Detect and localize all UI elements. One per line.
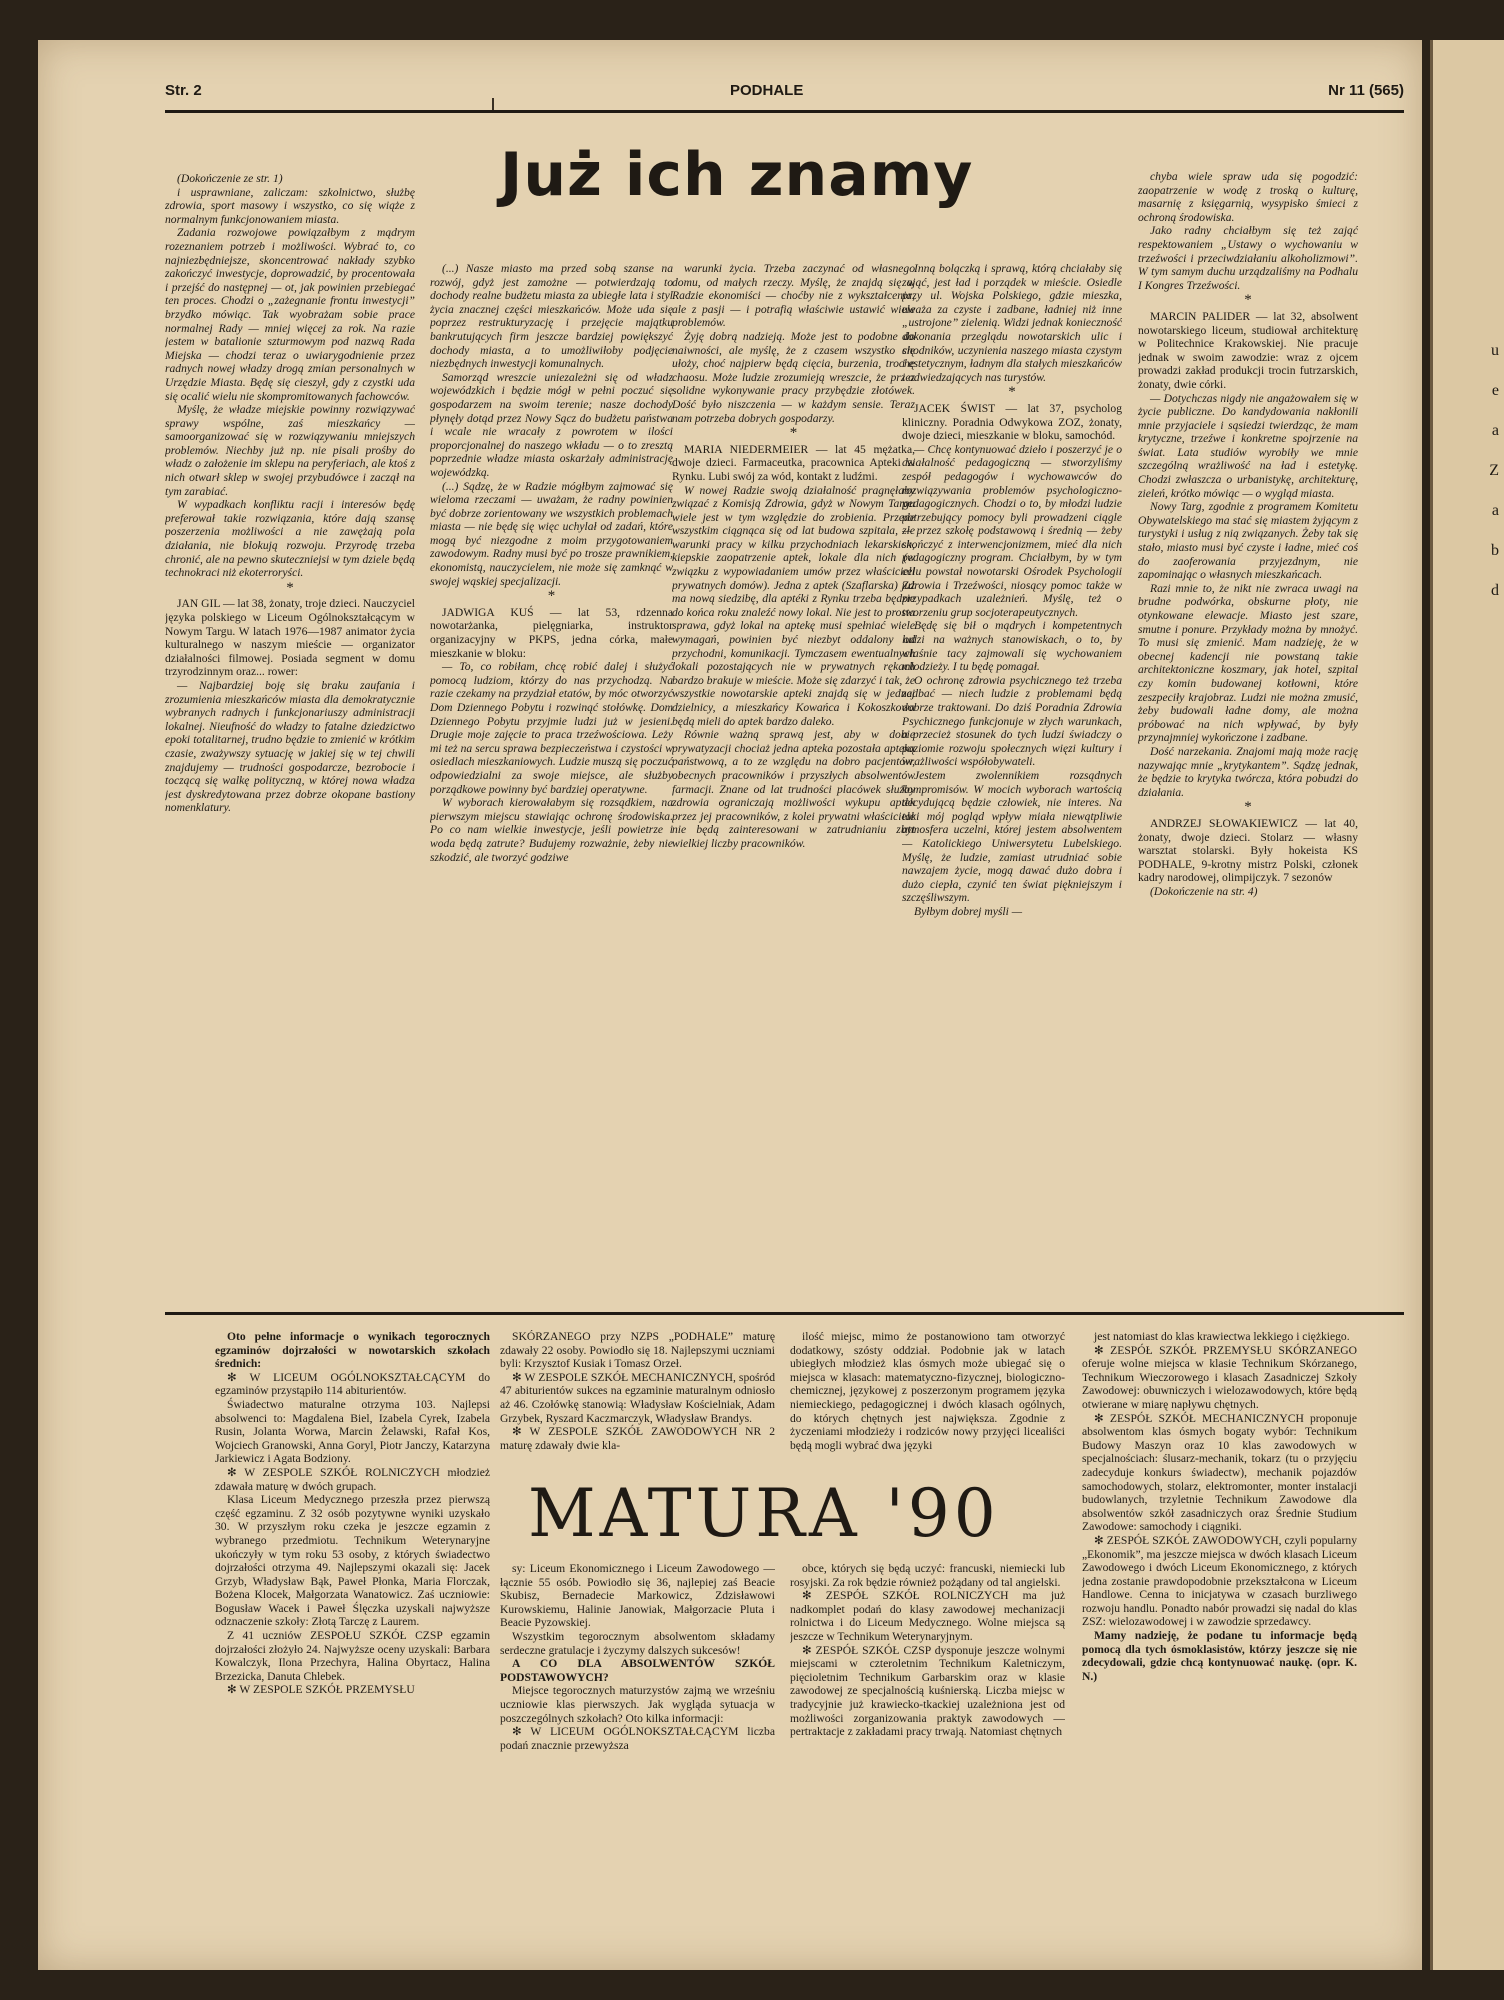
paragraph: W nowej Radzie swoją działalność pragnęłaby związać z Komisją Zdrowia, gdyż w Nowym Targu wiele jest w tym względzie do zrobienia. Przede wszystkim ciągnąca się od lat budowa szpitala, złe warunki pracy w kilku przychodniach lekarskich, kiepskie zaopatrzenie aptek, lokale dla nich (w związku z wypowiadaniem umów przez właścicieli prywatnych domów). Jedna z aptek (Szaflarska) już ma nową siedzibę, dla aptéki z Rynku trzeba będzie do końca roku znaleźć nowy lokal. Nie jest to prosta sprawa, gdyż lokal na aptekę musi spełniać wiele wymagań, powinien być niezbyt oddalony od przychodni, komunikacji. Tymczasem ewentualnych lokali pozostających nie w prywatnych rękach bardzo brakuje w mieście. Może się zdarzyć i tak, że wszystkie nowotarskie apteki znajdą się w jednej dzielnicy, a mieszkańcy Kowańca i Kokoszkowa będą mieli do aptek bardzo daleko. [672,483,915,728]
paragraph: JACEK ŚWIST — lat 37, psycholog kliniczny. Poradnia Odwykowa ZOZ, żonaty, dwoje dzieci, mieszkanie w bloku, samochód. [902,401,1122,443]
paragraph: warunki życia. Trzeba zaczynać od własnego domu, od małych rzeczy. Myślę, że znajdą się w Radzie ekonomiści — choćby nie z wykształcenia, ale z pasji — i potrafią właściwie ustawić wiele problemów. [672,262,915,330]
paragraph: ✻ W LICEUM OGÓLNOKSZTAŁCĄCYM do egzaminów przystąpiło 114 abiturientów. [215,1370,490,1398]
paragraph: Równie ważną sprawą jest, aby w dobie prywatyzacji chociaż jedna apteka pozostała apteką państwową, a to ze względu na dobro pacjentów, obecnych pracowników i przyszłych absolwentów farmacji. Znane od lat trudności placówek służby zdrowia ograniczają możliwości wykupu aptek przez jej pracowników, z kolei prywatni właściciele nie będą zainteresowani w zatrudnianiu zbyt wielkiej liczby pracowników. [672,728,915,850]
next-page-fragment: b [1491,542,1499,559]
paragraph: — Dotychczas nigdy nie angażowałem się w życie publiczne. Do kandydowania nakłonili mnie przyjaciele i sąsiedzi twierdząc, że mam krytyczne, trzeźwe i konkretne spojrzenie na świat. Lata studiów wyrobiły we mnie szczególną wrażliwość na ład i estetykę. Chodzi zwłaszcza o urbanistykę, architekturę, zieleń, krótko mówiąc — o wygląd miasta. [1138,391,1358,500]
paragraph: Nowy Targ, zgodnie z programem Komitetu Obywatelskiego ma stać się miastem żyjącym z turystyki i usług z nią związanych. Żeby tak się stało, miasto musi być czyste i ładne, mieć coś do zaoferowania przyjezdnym, nie zapominając o własnych mieszkańcach. [1138,500,1358,582]
matura-column-4 [1082,1330,1357,1950]
next-page-fragment: d [1491,582,1499,599]
matura-column-1 [215,1330,490,1950]
paragraph: ✻ ZESPÓŁ SZKÓŁ PRZEMYSŁU SKÓRZANEGO oferuje wolne miejsca w klasie Technikum Skórzanego, Technikum Wieczorowego i klasach Zasadniczej Szkoły Zawodowej: obuwniczych i wielozawodowych, które będą otwierane w miarę napływu chętnych. [1082,1343,1357,1411]
paragraph: Inną bolączką i sprawą, którą chciałaby się zająć, jest ład i porządek w mieście. Osiedle przy ul. Wojska Polskiego, gdzie mieszka, uważa za czyste i zadbane, ładniej niż inne „ustrojone” zielenią. Widzi jednak konieczność dokonania przeglądu nowotarskich ulic i chodników, uczynienia naszego miasta czystym i estetycznym, ładnym dla stałych mieszkańców i odwiedzających nas turystów. [902,262,1122,384]
matura-headline: MATURA '90 [528,1475,1000,1552]
paragraph: JAN GIL — lat 38, żonaty, troje dzieci. Nauczyciel języka polskiego w Liceum Ogólnokształcącym w Nowym Targu. W latach 1976—1987 animator życia kulturalnego w naszym mieście — organizator działalności filmowej. Posiada segment w domu trzyrodzinnym oraz... rower: [165,597,415,679]
next-page-fragment: u [1491,342,1499,359]
paragraph: — Chcę kontynuować dzieło i poszerzyć je o działalność pedagogiczną — stworzyliśmy zespół pedagogów i wychowawców do rozwiązywania problemów psychologiczno-pedagogicznych. Chodzi o to, by młodzi ludzie potrzebujący pomocy byli prowadzeni ciągle — przez szkołę podstawową i średnią — żeby skończyć z interwencjonizmem, mieć dla nich pedagogiczny program. Chciałbym, by w tym celu powstał nowotarski Ośrodek Psychologii Zdrowia i Trzeźwości, niosący pomoc także w przypadkach uzależnień. Myślę, też o tworzeniu grup socjoterapeutycznych. [902,442,1122,619]
matura-column-2-top [500,1330,775,1470]
paragraph: W wyborach kierowałabym się rozsądkiem, na pierwszym miejscu stawiając ochronę środowiska. Po co nam wielkie inwestycje, jeśli powietrze i woda będą zatrute? Budujemy rozważnie, żeby nie szkodzić, ale tworzyć godziwe [430,796,673,864]
paragraph: Razi mnie to, że nikt nie zwraca uwagi na brudne podwórka, obskurne płoty, nie otynkowane elewacje. Miasto jest szare, smutne i ponure. Przykłady można by mnożyć. To musi się zmienić. Mam nadzieję, że w obecnej kadencji nie powstaną takie architektoniczne koszmary, jak hotel, szpital czy komin budowanej kotłowni, które zeszpeciły krajobraz. Ludzi nie można zmusić, żeby budowali ładne domy, ale można próbować na nich wpływać, by były przynajmniej wykończone i zadbane. [1138,581,1358,745]
paragraph: i usprawniane, zaliczam: szkolnictwo, służbę zdrowia, sport masowy i wszystko, co się wiąże z normalnym funkcjonowaniem miasta. [165,185,415,226]
article-column-5 [1138,170,1358,1290]
matura-column-3-bottom [790,1562,1065,1952]
paragraph: ✻ ZESPÓŁ SZKÓŁ ZAWODOWYCH, czyli popularny „Ekonomik”, ma jeszcze miejsca w dwóch klasach Liceum Zawodowego i dwóch Liceum Ekonomicznego, z których jedna zostanie prawdopodobnie przekształcona w Liceum Handlowe. Cenna to inicjatywa w czasach burzliwego rozwoju handlu. Ponadto nabór prowadzi się nadal do klas ZSZ: wielozawodowej i w zawodzie sprzedawcy. [1082,1533,1357,1629]
next-page-fragment: Z [1489,462,1499,479]
paragraph: jest natomiast do klas krawiectwa lekkiego i ciężkiego. [1094,1330,1350,1343]
paragraph: ✻ ZESPÓŁ SZKÓŁ MECHANICZNYCH proponuje absolwentom klas ósmych bogaty wybór: Technikum Budowy Maszyn oraz 10 klas zawodowych w specjalnościach: ślusarz-mechanik, tokarz (tu o przyjęciu zadecyduje konkurs świadectw), mechanik pojazdów samochodowych, stolarz, elektromonter, monter instalacji budowlanych, trzyletnie Technikum Zawodowe dla absolwentów szkół zasadniczych oraz Średnie Studium Zawodowe: samochody i ciągniki. [1082,1411,1357,1534]
newspaper-title: PODHALE [730,82,804,99]
paragraph: obce, których się będą uczyć: francuski, niemiecki lub rosyjski. Za rok będzie również pożądany od tal angielski. [790,1562,1065,1589]
paragraph: Klasa Liceum Medycznego przeszła przez pierwszą część egzaminu. Z 32 osób pozytywne wyniki uzyskało 30. W przyszłym roku czeka je jeszcze egzamin z wybranego przedmiotu. Technikum Weterynaryjne ukończyły w tym roku 53 osoby, z których świadectwo dojrzałości otrzyma 49. Najlepszymi okazali się: Jacek Grzyb, Władysław Bąk, Paweł Płonka, Maria Florczak, Bożena Klocek, Małgorzata Wanatowicz. Zaś uczniowie: Bogusław Wacek i Paweł Ślęczka uzyskali najwyższe odznaczenie szkoły: Złotą Tarczę z Laurem. [215,1493,490,1629]
paragraph: Świadectwo maturalne otrzyma 103. Najlepsi absolwenci to: Magdalena Biel, Izabela Cyrek, Izabela Rusin, Jolanta Worwa, Marcin Żelawski, Rafał Kos, Wojciech Granowski, Anna Goryl, Piotr Janczy, Katarzyna Jarkiewicz i Agata Bodziony. [215,1397,490,1466]
separator-asterisk: * [547,588,556,605]
paragraph: ✻ ZESPÓŁ SZKÓŁ ROLNICZYCH ma już nadkomplet podań do klasy zawodowej mechanizacji rolnictwa i do Liceum Medycznego. Wolne miejsca są jeszcze w Technikum Weterynaryjnym. [790,1589,1065,1643]
article-headline: Już ich znamy [500,140,974,210]
adjacent-page-edge [1430,40,1504,1970]
section-rule [165,1312,1404,1315]
paragraph: SKÓRZANEGO przy NZPS „PODHALE” maturę zdawały 22 osoby. Powiodło się 18. Najlepszymi uczniami byli: Krzysztof Kusiak i Tomasz Orzeł. [500,1330,775,1371]
paragraph: (Dokończenie ze str. 1) [177,172,283,185]
paragraph: Jako radny chciałbym się też zająć respektowaniem „Ustawy o wychowaniu w trzeźwości i przeciwdziałaniu alkoholizmowi”. W tym samym duchu urządzaliśmy na Podhalu I Kongres Trzeźwości. [1138,224,1358,292]
paragraph: ✻ W ZESPOLE SZKÓŁ ZAWODOWYCH NR 2 maturę zdawały dwie kla- [500,1425,775,1452]
paragraph: ✻ ZESPÓŁ SZKÓŁ CZSP dysponuje jeszcze wolnymi miejscami w czteroletnim Technikum Kaletniczym, pięcioletnim Technikum Garbarskim oraz w klasie zawodowej ze specjalnością kuśnierską. Liczba miejsc w tradycyjnie już krawiecko-tkackiej uzależniona jest od możliwości zorganizowania praktyk zawodowych — pertraktacje z zakładami pracy trwają. Natomiast chętnych [790,1643,1065,1739]
article-column-2 [430,262,673,1292]
paragraph: ✻ W ZESPOLE SZKÓŁ PRZEMYSŁU [227,1683,415,1697]
separator-asterisk: * [1244,799,1252,816]
paragraph: Oto pełne informacje o wynikach tegorocznych egzaminów dojrzałości w nowotarskich szkołach średnich: [215,1330,490,1371]
paragraph: Dość narzekania. Znajomi mają może rację nazywając mnie „krytykantem”. Sądzę jednak, że będzie to krytyka twórcza, która pobudzi do działania. [1138,744,1358,799]
paragraph: Mamy nadzieję, że podane tu informacje będą pomocą dla tych ósmoklasistów, którzy jeszcze się nie zdecydowali, gdzie chcą kontynuować naukę. (opr. K. N.) [1082,1629,1357,1683]
header-rule [165,110,1404,113]
separator-asterisk: * [1008,384,1016,401]
paragraph: MARCIN PALIDER — lat 32, absolwent nowotarskiego liceum, studiował architekturę w Politechnice Krakowskiej. Nie pracuje jednak w swoim zawodzie: wraz z ojcem prowadzi zakład produkcji trocin futrzarskich, żonaty, dwie córki. [1138,309,1358,391]
article-column-4 [902,262,1122,1292]
paragraph: (Dokończenie na str. 4) [1150,884,1258,898]
separator-asterisk: * [286,579,294,596]
paragraph: ilość miejsc, mimo że postanowiono tam otworzyć dodatkowy, szósty oddział. Podobnie jak w latach ubiegłych młodzież klas ósmych może ubiegać się o miejsca w klasach: matematyczno-fizycznej, biologiczno-chemicznej, językowej z poszerzonym programem języka niemieckiego, pedagogicznej i dwóch klasach ogólnych, do których chętnych jest największa. Zgodnie z życzeniami młodzieży i rodziców nowy przyjęci licealiści będą mogli wybrać dwa języki [790,1330,1065,1452]
paragraph: JADWIGA KUŚ — lat 53, rdzenna nowotarżanka, pielęgniarka, instruktor organizacyjny w PKPS, jedna córka, małe mieszkanie w bloku: [430,605,673,660]
article-column-1 [165,172,415,1292]
paragraph: O ochronę zdrowia psychicznego też trzeba zadbać — niech ludzie z problemami będą dobrze traktowani. Do dziś Poradnia Zdrowia Psychicznego funkcjonuje w złych warunkach, a przecież stosunek do tych ludzi świadczy o poziomie rozwoju społecznych więzi kultury i wrażliwości współobywateli. [902,673,1122,769]
paragraph: (...) Nasze miasto ma przed sobą szanse na rozwój, gdyż jest zamożne — potwierdzają to dochody realne budżetu miasta za ubiegłe lata i styl życia znacznej części mieszkańców. Może uda się poprzez restrukturyzację i przejęcie majątku bankrutujących firm jeszcze bardziej powiększyć dochody miasta, a to umożliwiłoby podjęcie niezbędnych inwestycji komunalnych. [430,262,673,371]
next-page-fragment: a [1491,502,1499,519]
issue-number: Nr 11 (565) [1328,82,1404,99]
paragraph: Byłbym dobrej myśli — [914,904,1023,918]
paragraph: chyba wiele spraw uda się pogodzić: zaopatrzenie w wodę z troską o kulturę, masarnię z księgarnią, wysypisko śmieci z ochroną środowiska. [1138,170,1358,224]
paragraph: — To, co robiłam, chcę robić dalej i służyć pomocą ludziom, którzy do nas przychodzą. Na razie czekamy na przydział etatów, by móc otworzyć Dom Dziennego Pobytu i rozwinąć stołówkę. Dom Dziennego Pobytu przyjmie ludzi już w jesieni. Drugie moje zajęcie to praca trzeźwościowa. Leży mi też na sercu sprawa bezpieczeństwa i czystości w osiedlach mieszkaniowych. Ludzie muszą się poczuć odpowiedzialni za swoje miejsce, ale służby porządkowe powinny być bardziej operatywne. [430,660,673,796]
paragraph: sy: Liceum Ekonomicznego i Liceum Zawodowego — łącznie 55 osób. Powiodło się 36, najlepiej zaś Beacie Skubisz, Bernadecie Markowicz, Zdzisławowi Kurowskiemu, Halinie Janowiak, Małgorzacie Pluta i Beacie Pyzowskiej. [500,1562,775,1630]
paragraph: ✻ W ZESPOLE SZKÓŁ MECHANICZNYCH, spośród 47 abiturientów sukces na egzaminie maturalnym odniosło aż 46. Czołówkę stanowią: Władysław Kościelniak, Adam Grzybek, Ryszard Kaczmarczyk, Władysław Brandys. [500,1370,775,1425]
paragraph: Wszystkim tegorocznym absolwentom składamy serdeczne gratulacje i życzymy dalszych sukcesów! [500,1629,775,1657]
matura-column-2-bottom [500,1562,775,1952]
paragraph: Żyję dobrą nadzieją. Może jest to podobne do naiwności, ale myślę, że z czasem wszystko się ułoży, choć najpierw będą cięcia, burzenia, trochę chaosu. Może ludzie zrozumieją wreszcie, że przez solidne wykonywanie pracy przybędzie złotówek. Dość było niszczenia — w każdym sensie. Teraz nam potrzeba dobrych gospodarzy. [672,329,915,425]
page-number: Str. 2 [165,82,202,99]
article-column-3 [672,262,915,1292]
paragraph: Miejsce tegorocznych maturzystów zajmą we wrześniu uczniowie klas pierwszych. Jak wygląda sytuacja w poszczególnych szkołach? Oto kilka informacji: [500,1684,775,1725]
separator-asterisk: * [789,425,798,442]
page-header [165,82,1404,112]
paragraph: ANDRZEJ SŁOWAKIEWICZ — lat 40, żonaty, dwoje dzieci. Stolarz — własny warsztat stolarski. Były hokeista KS PODHALE, 9-krotny mistrz Polski, członek kadry narodowej, olimpijczyk. 7 sezonów [1138,816,1358,885]
paragraph: — Najbardziej boję się braku zaufania i zrozumienia mieszkańców miasta dla demokratycznie wybranych radnych i funkcjonariuszy administracji lokalnej. Nieufność do władzy to fatalne dziedzictwo epoki totalitarnej, trudno będzie to zmienić w krótkim czasie, zważywszy sytuację w jakiej się w tej chwili znajdujemy — trudności gospodarcze, bezrobocie i toczącą się walkę polityczną, w której nowa władza jest dyskredytowana przez dobrze okopane bastiony nomenklatury. [165,678,415,815]
paragraph: Będę się bił o mądrych i kompetentnych ludzi na ważnych stanowiskach, o to, by właśnie tacy zajmowali się wychowaniem młodzieży. I tu będę pomagał. [902,619,1122,674]
matura-column-3-top [790,1330,1065,1470]
paragraph: A CO DLA ABSOLWENTÓW SZKÓŁ PODSTAWOWYCH? [500,1657,775,1684]
paragraph: Zadania rozwojowe powiązałbym z mądrym rozeznaniem potrzeb i możliwości. Wybrać to, co najniezbędniejsze, skoncentrować nakłady szybko zakończyć inwestycje, doprowadzić, by procentowała i przejść do następnej — ot, jak powinien przebiegać ten proces. Chodzi o „zażegnanie frontu inwestycji” brzydko mówiąc. Tak wyobrażam sobie prace normalnej Rady — mniej więcej za rok. Na razie jestem w batalionie szturmowym pod nazwą Rada Miejska — chodzi teraz o uwiarygodnienie przez radnych nowej władzy drogą zmian personalnych w Urzędzie Miasta. Będę się cieszył, gdy z czystki uda się ocalić wielu nie skompromitowanych fachowców. [165,226,415,403]
paragraph: MARIA NIEDERMEIER — lat 45 mężatka, dwoje dzieci. Farmaceutka, pracownica Apteki w Rynku. Lubi swój za wód, kontakt z ludźmi. [672,442,915,483]
paragraph: Jestem zwolennikiem rozsądnych kompromisów. W mocich wyborach wartością decydującą będzie człowiek, nie interes. Na taki mój pogląd wpływ miała niewątpliwie atmosfera uczelni, której jestem absolwentem — Katolickiego Uniwersytetu Lubelskiego. Myślę, że ludzie, zamiast utrudniać sobie nawzajem życie, mogą dawać dużo dobra i dużo ciepła, czynić ten świat piękniejszym i szczęśliwszym. [902,768,1122,905]
next-page-fragment: e [1491,382,1499,399]
paragraph: Z 41 uczniów ZESPOŁU SZKÓŁ CZSP egzamin dojrzałości złożyło 24. Najwyższe oceny uzyskali: Barbara Kowalczyk, Ilona Przechyra, Halina Obyrtacz, Halina Brzezicka, Danuta Chlebek. [215,1629,490,1683]
paragraph: ✻ W ZESPOLE SZKÓŁ ROLNICZYCH młodzież zdawała maturę w dwóch grupach. [215,1465,490,1493]
paragraph: W wypadkach konfliktu racji i interesów będę preferował takie rozwiązania, które dają szansę poszerzenia możliwości a nie zawężają pola działania, nie blokują rozwoju. Przyrodę trzeba chronić, ale na pewno skuteczniejsi w tym dziele będą technokraci niż ekoterroryści. [165,498,415,580]
separator-asterisk: * [1244,292,1252,309]
paragraph: (...) Sądzę, że w Radzie mógłbym zajmować się wieloma rzeczami — uważam, że radny powinien być dobrze zorientowany we wszystkich problemach miasta — nie będę się więc uchylał od zadań, które mogą być niezgodne z moim przygotowaniem zawodowym. Radny musi być po trosze prawnikiem, ekonomistą, nauczycielem, nie może się zamknąć w swojej wąskiej specjalizacji. [430,479,673,588]
paragraph: Myślę, że władze miejskie powinny rozwiązywać sprawy wspólne, zaś mieszkańcy — samoorganizować się w rozwiązywaniu mniejszych problemów. Niechby już np. nie pisali prośby do władz o założenie im sklepu na peryferiach, ale ktoś z nich otwarł sklep w swojej przybudówce i zaczął na tym zarabiać. [165,403,415,498]
paragraph: Samorząd wreszcie uniezależni się od władz wojewódzkich i będzie mógł w pełni poczuć się gospodarzem na swoim terenie; nasze dochody płynęły dotąd przez Nowy Sącz do budżetu państwa i wcale nie wracały z powrotem w ilości proporcjonalnej do naszego wkładu — o to zresztą poprzednie władze miasta oskarżały administrację wojewódzką. [430,370,673,479]
next-page-fragment: a [1491,422,1499,439]
paragraph: ✻ W LICEUM OGÓLNOKSZTAŁCĄCYM liczba podań znacznie przewyższa [500,1725,775,1752]
